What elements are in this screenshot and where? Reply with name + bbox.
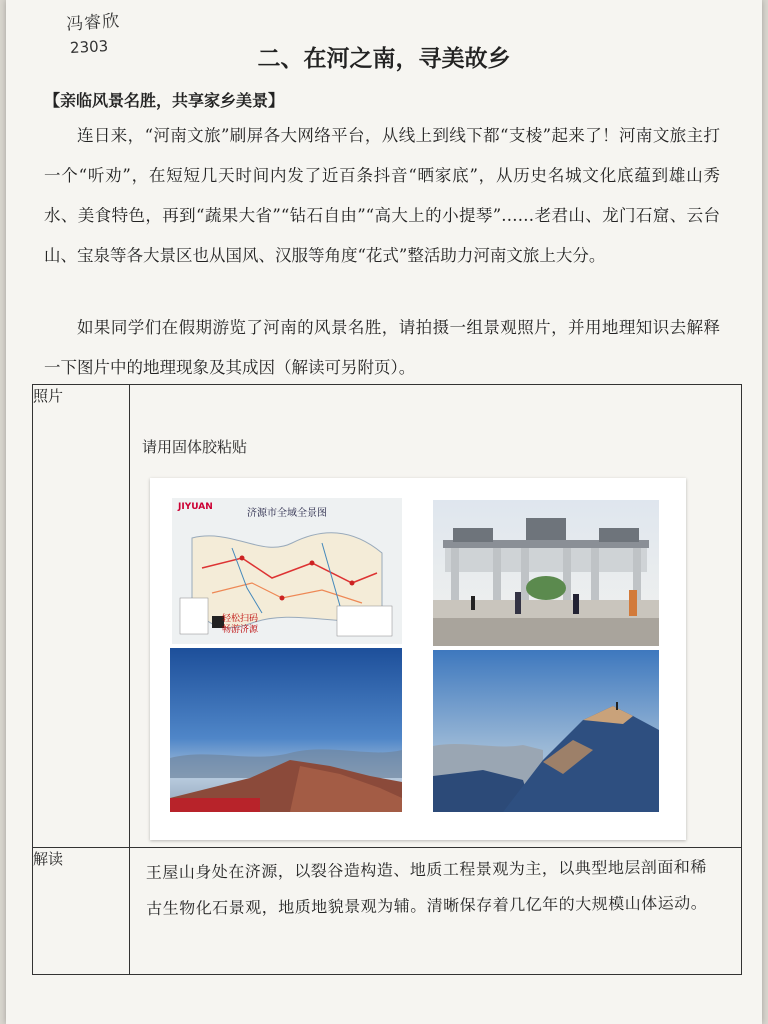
section-subheading: 【亲临风景名胜，共享家乡美景】 — [44, 91, 285, 110]
interpretation-line-1: 王屋山身处在济源，以裂谷造构造、地质工程景观为主，以典型地层剖面和稀 — [145, 857, 707, 883]
map-caption-line1: 轻松扫码 — [222, 614, 259, 624]
map-caption-line2: 畅游济源 — [222, 625, 259, 635]
gate-photo — [433, 500, 659, 646]
pasted-photo-print — [150, 478, 686, 840]
reading-label: 解读 — [33, 848, 130, 975]
photo-label: 照片 — [33, 385, 130, 848]
mountain-peak-photo — [433, 650, 659, 812]
page-title: 二、在河之南，寻美故乡 — [257, 46, 511, 72]
handwritten-interpretation — [146, 849, 737, 927]
interpretation-line-2: 古生物化石景观，地质地貌景观为辅。清晰保存着几亿年的大规模山体运动。 — [146, 893, 708, 919]
sea-of-clouds-photo — [170, 648, 402, 812]
map-logo: JIYUAN — [178, 502, 213, 512]
map-illustration — [172, 498, 402, 644]
tourist-map-photo — [172, 498, 402, 644]
sky-illustration — [170, 648, 402, 812]
instruction-paragraph: 如果同学们在假期游览了河南的风景名胜，请拍摄一组景观照片，并用地理知识去解释一下图片中的地理现象及其成因（解读可另附页）。 — [44, 318, 720, 377]
gate-illustration — [433, 500, 659, 646]
peak-illustration — [433, 650, 659, 812]
handwritten-name: 冯睿欣 — [65, 11, 121, 35]
handwritten-class: 2303 — [69, 37, 109, 57]
glue-instruction: 请用固体胶粘贴 — [142, 438, 248, 456]
map-caption — [222, 614, 258, 636]
intro-paragraph: 连日来，“河南文旅”刷屏各大网络平台，从线上到线下都“支棱”起来了！河南文旅主打一个“听劝”，在短短几天时间内发了近百条抖音“晒家底”，从历史名城文化底蕴到雄山秀水、美食特色，再到“蔬果大省”“钻石自由”“高大上的小提琴”……老君山、龙门石窟、云台山、宝泉等各大景区也从国风、汉服等角度“花式”整活助力河南文旅上大分。 — [44, 126, 720, 265]
map-title: 济源市全域全景图 — [247, 508, 327, 519]
